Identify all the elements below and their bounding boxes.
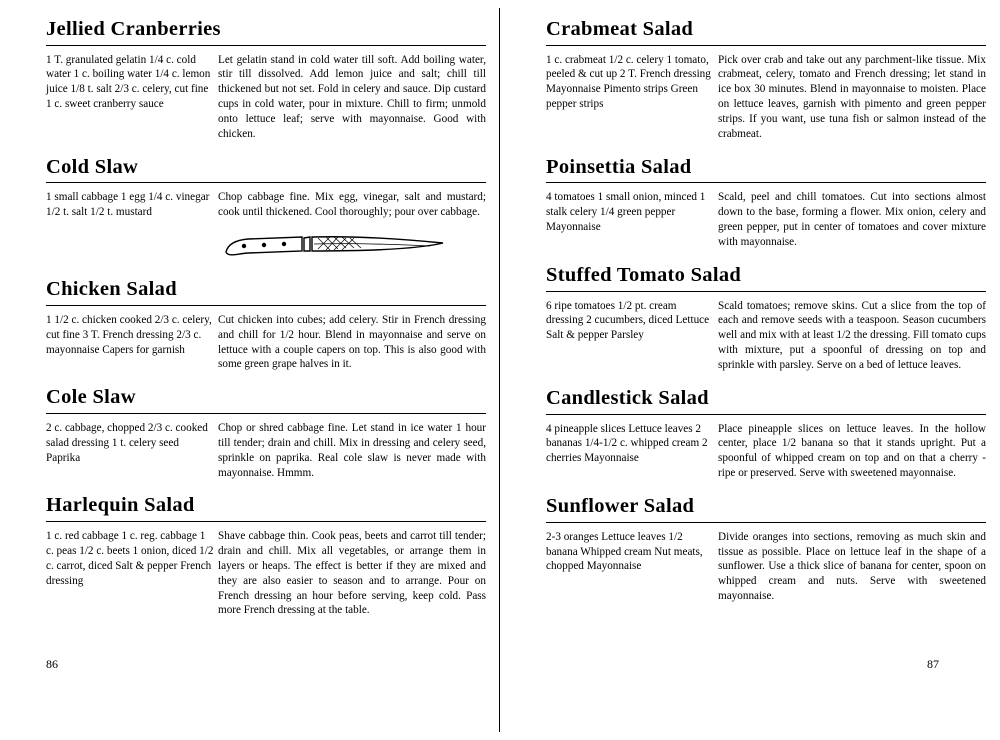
recipe-title: Chicken Salad [46,278,177,301]
method-text: Place pineapple slices on lettuce leaves. In the hollow center, place 1/2 banana so that it stands upright. Put a spoonful of whipped cream on top and on that a cherry - ripe or preserved. Serve with sweetened mayonnaise. [718,422,986,480]
method-text: Cut chicken into cubes; add celery. Stir in French dressing and chill for 1/2 hour. Blend in mayonnaise and serve on lettuce with a couple capers on top. This is also good with some green grape halves in it. [218,313,486,371]
title-rule [546,291,986,292]
recipe-title: Cole Slaw [46,386,136,409]
title-rule [46,305,486,306]
method-text: Scald tomatoes; remove skins. Cut a slice from the top of each and remove seeds with a teaspoon. Season cucumbers well and mix with at least 1/2 the dressing. Fill tomato cups with mixture, put a spoonful of dressing on top and sprinkle with parsley. Serve on a bed of lettuce leaves. [718,299,986,372]
page-divider [499,8,500,732]
recipe-cole-slaw [46,386,486,480]
recipe-stuffed-tomato-salad [546,264,986,373]
right-page [546,18,986,618]
recipe-title: Candlestick Salad [546,387,709,409]
ingredients-list: 4 pineapple slices Lettuce leaves 2 bananas 1/4-1/2 c. whipped cream 2 cherries Mayonnaise [546,422,708,465]
recipe-crabmeat-salad [546,18,986,142]
recipe-jellied-cranberries [46,18,486,142]
recipe-sunflower-salad [546,495,986,604]
title-rule [46,521,486,522]
recipe-title: Crabmeat Salad [546,18,694,40]
ingredients-list: 1 c. crabmeat 1/2 c. celery 1 tomato, peeled & cut up 2 T. French dressing Mayonnaise Pimento strips Green pepper strips [546,53,711,111]
recipe-poinsettia-salad [546,156,986,250]
method-text: Chop or shred cabbage fine. Let stand in ice water 1 hour till tender; drain and chill. Mix in dressing and celery seed, sprinkle on paprika. Real cole slaw is never made with mayonnaise. Hmmm. [218,421,486,479]
recipe-title: Sunflower Salad [546,495,695,518]
recipe-title: Cold Slaw [46,155,139,178]
ingredients-list: 2-3 oranges Lettuce leaves 1/2 banana Whipped cream Nut meats, chopped Mayonnaise [546,530,703,573]
method-text: Scald, peel and chill tomatoes. Cut into sections almost down to the base, forming a flower. Mix onion, celery and green pepper, put in center of tomatoes and cover mixture with mayonnaise. [718,191,986,249]
method-text: Chop cabbage fine. Mix egg, vinegar, salt and mustard; cook until thickened. Cool thoroughly; pour over cabbage. [218,191,486,219]
ingredients-list: 4 tomatoes 1 small onion, minced 1 stalk celery 1/4 green pepper Mayonnaise [546,191,706,234]
method-text: Pick over crab and take out any parchment-like tissue. Mix crabmeat, celery, tomato and French dressing; let stand in ice box 30 minutes. Blend in mayonnaise to moisten. Place on lettuce leaves, garnish with pimento and green pepper strips. If you want, use tuna fish or salmon instead of the crabmeat. [718,53,986,140]
recipe-chicken-salad [46,278,486,372]
title-rule [46,182,486,183]
title-rule [46,413,486,414]
ingredients-list: 6 ripe tomatoes 1/2 pt. cream dressing 2 cucumbers, diced Lettuce Salt & pepper Parsley [546,299,710,342]
recipe-title: Harlequin Salad [46,494,195,517]
ingredients-list: 1 c. red cabbage 1 c. reg. cabbage 1 c. peas 1/2 c. beets 1 onion, diced 1/2 c. carrot, diced Salt & pepper French dressing [46,529,214,587]
recipe-harlequin-salad [46,494,486,618]
ingredients-list: 2 c. cabbage, chopped 2/3 c. cooked salad dressing 1 t. celery seed Paprika [46,421,208,464]
left-page [46,18,486,632]
title-rule [546,45,986,46]
recipe-candlestick-salad [546,387,986,481]
knife-illustration [214,224,486,264]
knife-icon [218,224,458,264]
method-text: Let gelatin stand in cold water till soft. Add boiling water, stir till dissolved. Add lemon juice and salt; chill till thickened but not set. Fold in celery and sauce. Dip custard cups in cold water, pour in mixture. Chill to firm; unmold onto lettuce leaf; serve with mayonnaise. Good with chicken. [218,53,486,140]
recipe-title: Poinsettia Salad [546,155,692,178]
ingredients-list: 1 T. granulated gelatin 1/4 c. cold water 1 c. boiling water 1/4 c. lemon juice 1/8 t. salt 2/3 c. celery, cut fine 1 c. sweet cranberry sauce [46,53,211,111]
recipe-title: Stuffed Tomato Salad [546,264,742,286]
title-rule [546,182,986,183]
ingredients-list: 1 1/2 c. chicken cooked 2/3 c. celery, cut fine 3 T. French dressing 2/3 c. mayonnaise Capers for garnish [46,313,212,356]
method-text: Shave cabbage thin. Cook peas, beets and carrot till tender; drain and chill. Mix all vegetables, or arrange them in layers or heaps. The effect is better if they are mixed and they are also easier to season and to arrange. Pour on French dressing an hour before serving, keep cold. Pass more French dressing at the table. [218,529,486,617]
title-rule [546,522,986,523]
title-rule [546,414,986,415]
recipe-title: Jellied Cranberries [46,18,221,40]
page-number-left: 86 [46,657,58,671]
title-rule [46,45,486,46]
ingredients-list: 1 small cabbage 1 egg 1/4 c. vinegar 1/2 t. salt 1/2 t. mustard [46,191,210,219]
recipe-cold-slaw [46,156,486,264]
page-number-right: 87 [927,657,939,671]
method-text: Divide oranges into sections, removing as much skin and tissue as possible. Place on lettuce leaf in the shape of a sunflower. Use a thick slice of banana for center, spoon on whipped cream and nuts. Serve with sweetened mayonnaise. [718,530,986,603]
